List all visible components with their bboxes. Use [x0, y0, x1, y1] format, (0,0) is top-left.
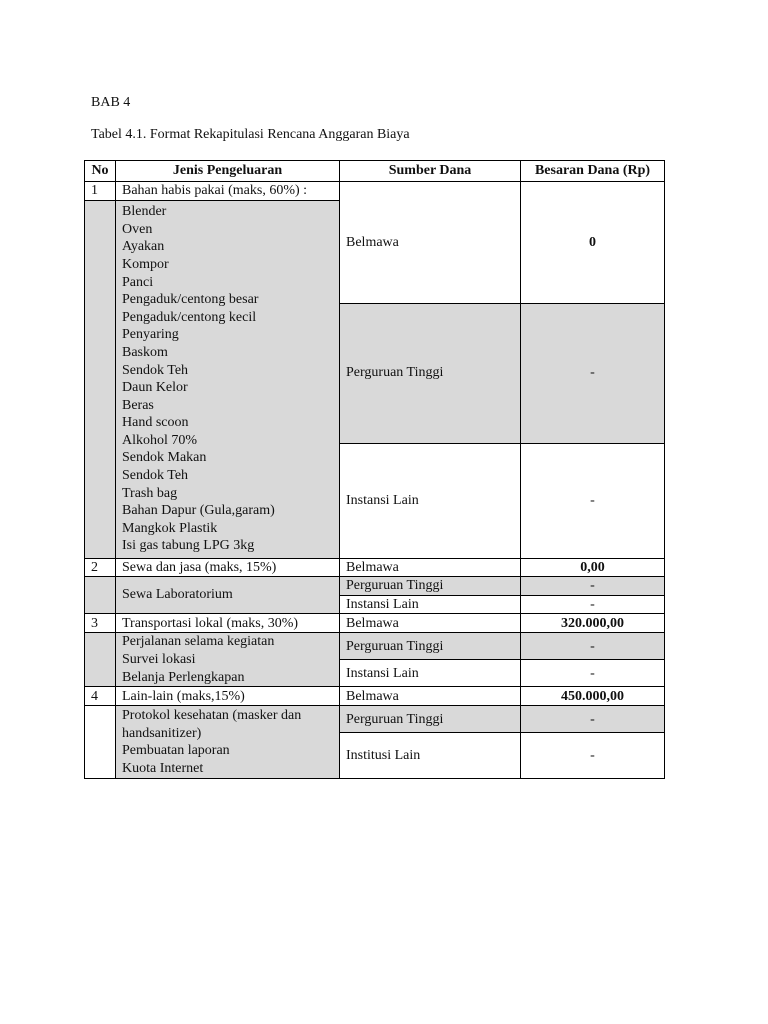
- table-header-row: [85, 161, 665, 182]
- table-row: [85, 687, 665, 706]
- list-item: Blender: [122, 204, 167, 220]
- source-cell: Institusi Lain: [340, 733, 521, 779]
- list-item: Belanja Perlengkapan: [122, 669, 245, 685]
- list-item: Daun Kelor: [122, 380, 188, 396]
- amount-cell: -: [521, 660, 665, 687]
- amount-cell: -: [521, 706, 665, 733]
- list-item: Protokol kesehatan (masker dan handsanitizer): [122, 708, 302, 741]
- list-item: Sewa Laboratorium: [122, 587, 233, 603]
- list-item: Ayakan: [122, 239, 165, 255]
- source-cell: Belmawa: [340, 687, 521, 706]
- amount-cell: -: [521, 577, 665, 596]
- source-cell: Perguruan Tinggi: [340, 633, 521, 660]
- header-no: No: [85, 161, 116, 182]
- item-list: [116, 633, 340, 687]
- source-cell: Perguruan Tinggi: [340, 577, 521, 596]
- list-item: Mangkok Plastik: [122, 520, 218, 536]
- amount-cell: -: [521, 443, 665, 558]
- header-sumber-dana: Sumber Dana: [340, 161, 521, 182]
- item-list: [116, 200, 340, 558]
- table-row: [85, 706, 665, 733]
- amount-cell: 0: [521, 182, 665, 304]
- list-item: Hand scoon: [122, 415, 189, 431]
- list-item: Trash bag: [122, 485, 178, 501]
- list-item: Bahan Dapur (Gula,garam): [122, 503, 275, 519]
- table-caption: Tabel 4.1. Format Rekapitulasi Rencana Anggaran Biaya: [91, 127, 410, 142]
- source-cell: Instansi Lain: [340, 595, 521, 614]
- list-item: Sendok Teh: [122, 468, 189, 484]
- source-cell: Perguruan Tinggi: [340, 303, 521, 443]
- amount-cell: 450.000,00: [521, 687, 665, 706]
- list-item: Pembuatan laporan: [122, 743, 230, 759]
- source-cell: Instansi Lain: [340, 660, 521, 687]
- source-cell: Perguruan Tinggi: [340, 706, 521, 733]
- amount-cell: -: [521, 633, 665, 660]
- list-item: Sendok Teh: [122, 362, 189, 378]
- table-row: [85, 614, 665, 633]
- list-item: Alkohol 70%: [122, 432, 198, 448]
- amount-cell: -: [521, 733, 665, 779]
- list-item: Beras: [122, 397, 154, 413]
- list-item: Pengaduk/centong besar: [122, 292, 259, 308]
- list-item: Kompor: [122, 256, 169, 272]
- item-list: [116, 706, 340, 779]
- list-item: Penyaring: [122, 327, 179, 343]
- item-list: [116, 577, 340, 614]
- list-item: Sendok Makan: [122, 450, 207, 466]
- header-jenis-pengeluaran: Jenis Pengeluaran: [116, 161, 340, 182]
- list-item: Baskom: [122, 344, 168, 360]
- row-number: 3: [85, 614, 116, 633]
- table-row: [85, 577, 665, 596]
- chapter-heading: BAB 4: [91, 95, 131, 110]
- amount-cell: -: [521, 595, 665, 614]
- list-item: Survei lokasi: [122, 652, 196, 668]
- category-title: Lain-lain (maks,15%): [116, 687, 340, 706]
- budget-recap-table: [84, 160, 665, 779]
- source-cell: Instansi Lain: [340, 443, 521, 558]
- category-title: Transportasi lokal (maks, 30%): [116, 614, 340, 633]
- row-number: 4: [85, 687, 116, 706]
- table-row: [85, 558, 665, 577]
- source-cell: Belmawa: [340, 614, 521, 633]
- list-item: Oven: [122, 221, 153, 237]
- category-title: Bahan habis pakai (maks, 60%) :: [116, 182, 340, 201]
- amount-cell: -: [521, 303, 665, 443]
- amount-cell: 320.000,00: [521, 614, 665, 633]
- category-title: Sewa dan jasa (maks, 15%): [116, 558, 340, 577]
- list-item: Perjalanan selama kegiatan: [122, 634, 275, 650]
- row-number: 2: [85, 558, 116, 577]
- table-row: [85, 633, 665, 660]
- list-item: Panci: [122, 274, 154, 290]
- header-besaran-dana: Besaran Dana (Rp): [521, 161, 665, 182]
- source-cell: Belmawa: [340, 182, 521, 304]
- amount-cell: 0,00: [521, 558, 665, 577]
- source-cell: Belmawa: [340, 558, 521, 577]
- list-item: Isi gas tabung LPG 3kg: [122, 538, 255, 554]
- list-item: Pengaduk/centong kecil: [122, 309, 257, 325]
- row-number: 1: [85, 182, 116, 201]
- table-row: [85, 182, 665, 201]
- list-item: Kuota Internet: [122, 760, 204, 776]
